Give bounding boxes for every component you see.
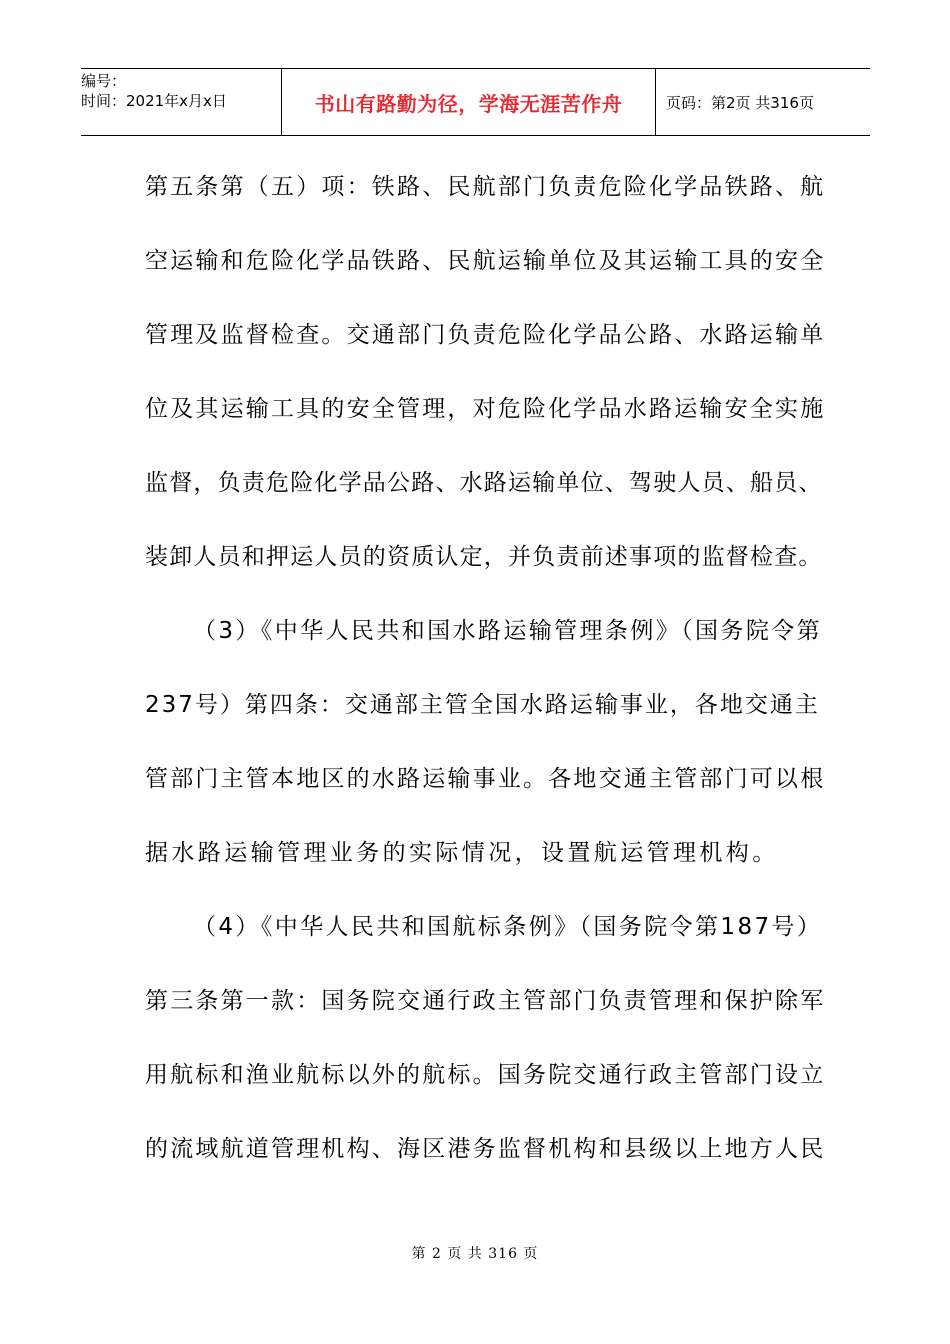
serial-number-label: 编号： — [81, 72, 127, 90]
header-motto-cell — [282, 69, 656, 135]
body-line: 的流域航道管理机构、海区港务监督机构和县级以上地方人民 — [145, 1136, 826, 1162]
body-line: 据水路运输管理业务的实际情况，设置航运管理机构。 — [145, 840, 779, 866]
page-info: 页码：第2页 共316页 — [666, 93, 814, 112]
body-line: 监督，负责危险化学品公路、水路运输单位、驾驶人员、船员、 — [145, 470, 823, 496]
page-footer: 第 2 页 共 316 页 — [411, 1246, 539, 1262]
body-line: 管理及监督检查。交通部门负责危险化学品公路、水路运输单 — [145, 322, 826, 348]
body-line: 位及其运输工具的安全管理，对危险化学品水路运输安全实施 — [145, 396, 826, 422]
body-line: （3）《中华人民共和国水路运输管理条例》（国务院令第 — [193, 618, 823, 644]
time-label: 时间：2021年x月x日 — [81, 92, 227, 110]
header-meta-cell — [81, 69, 282, 135]
motto-text: 书山有路勤为径，学海无涯苦作舟 — [314, 91, 623, 116]
header-page-cell — [656, 69, 870, 135]
document-header — [81, 68, 870, 136]
document-body — [145, 150, 825, 1186]
body-line: 装卸人员和押运人员的资质认定，并负责前述事项的监督检查。 — [145, 544, 823, 570]
body-line: （4）《中华人民共和国航标条例》（国务院令第187号） — [193, 914, 823, 940]
body-line: 237号）第四条：交通部主管全国水路运输事业，各地交通主 — [145, 692, 820, 718]
body-line: 第三条第一款：国务院交通行政主管部门负责管理和保护除军 — [145, 988, 826, 1014]
body-line: 用航标和渔业航标以外的航标。国务院交通行政主管部门设立 — [145, 1062, 826, 1088]
body-line: 管部门主管本地区的水路运输事业。各地交通主管部门可以根 — [145, 766, 826, 792]
body-line: 空运输和危险化学品铁路、民航运输单位及其运输工具的安全 — [145, 248, 826, 274]
body-line: 第五条第（五）项：铁路、民航部门负责危险化学品铁路、航 — [145, 174, 826, 200]
